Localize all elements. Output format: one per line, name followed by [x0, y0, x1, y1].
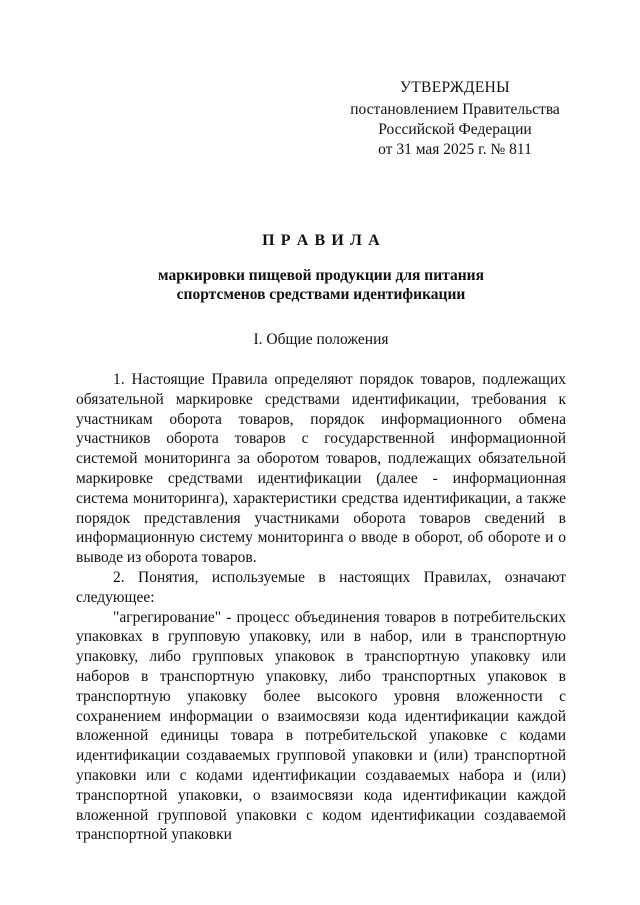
paragraph-3: "агрегирование" - процесс объединения товаров в потребительских упаковках в групповую упаковку, или в набор, или в транспортную упаковку, либо групповых упаковок в транспортную упаковку или наборов в транспортную упаковку, либо транспортных упаковок в транспортную упаковку более высокого уровня вложенности с сохранением информации о взаимосвязи кода идентификации каждой вложенной единицы товара в потребительской упаковке с кодами идентификации создаваемых групповой упаковки и (или) транспортной упаковки или с кодами идентификации создаваемых набора и (или) транспортной упаковки, о взаимосвязи кода идентификации каждой вложенной групповой упаковки с кодом идентификации создаваемой транспортной упаковки — [76, 608, 566, 844]
document-subtitle-line-2: спортсменов средствами идентификации — [176, 286, 466, 303]
approval-line-1: постановлением Правительства — [350, 101, 560, 118]
section-heading: I. Общие положения — [253, 331, 389, 348]
paragraph-1: 1. Настоящие Правила определяют порядок товаров, подлежащих обязательной маркировке средствами идентификации, требования к участникам оборота товаров, порядок информационного обмена участников оборота товаров с государственной информационной системой мониторинга за оборотом товаров, подлежащих обязательной маркировке средствами идентификации (далее - информационная система мониторинга), характеристики средства идентификации, а также порядок представления участниками оборота товаров сведений в информационную систему мониторинга о вводе в оборот, об обороте и о выводе из оборота товаров. — [76, 371, 566, 567]
document-title: П Р А В И Л А — [262, 232, 380, 249]
document-body — [76, 370, 566, 845]
paragraph-2: 2. Понятия, используемые в настоящих Правилах, означают следующее: — [76, 568, 566, 606]
title-block — [76, 232, 566, 304]
approval-stamp — [330, 78, 580, 160]
approval-line-2: Российской Федерации — [378, 121, 532, 138]
approval-line-3: от 31 мая 2025 г. № 811 — [378, 141, 532, 158]
approval-heading: УТВЕРЖДЕНЫ — [400, 79, 510, 96]
document-subtitle-line-1: маркировки пищевой продукции для питания — [158, 267, 484, 284]
